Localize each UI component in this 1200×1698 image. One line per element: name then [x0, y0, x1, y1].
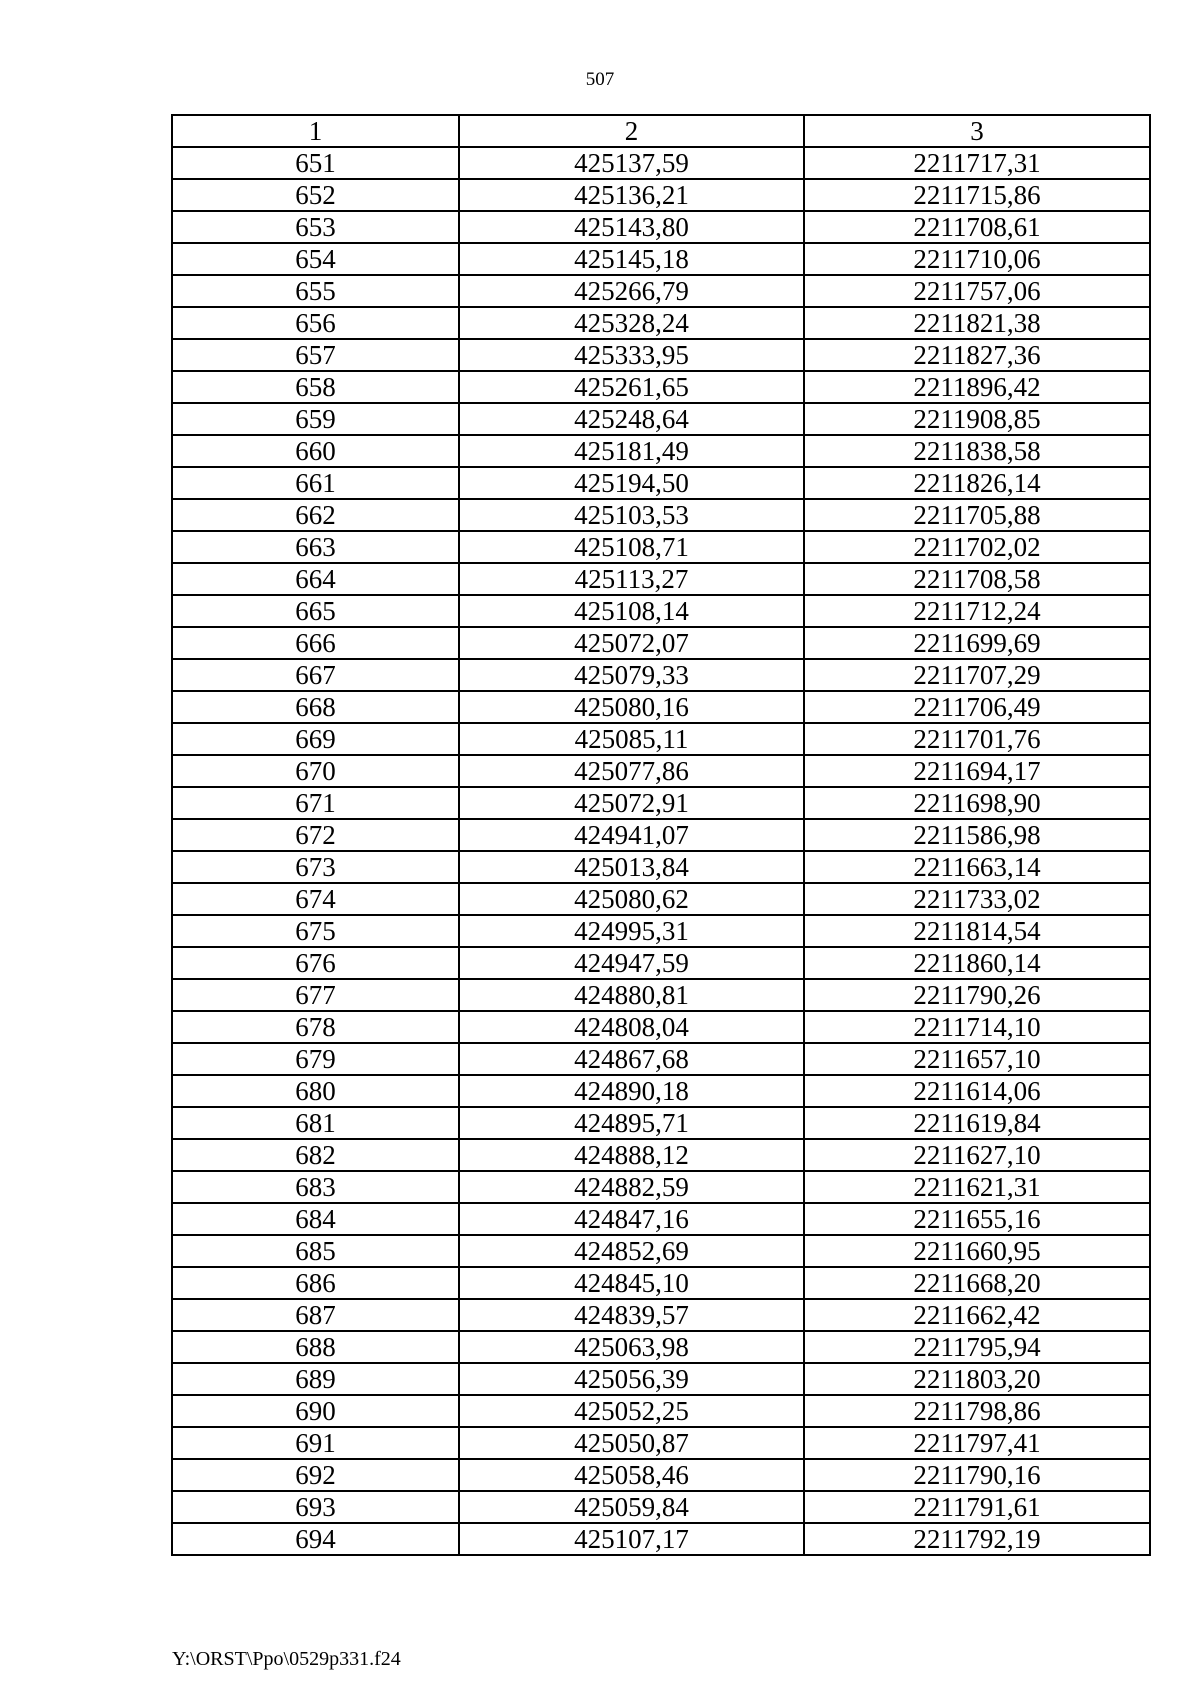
table-cell-col3: 2211790,16	[804, 1459, 1150, 1491]
table-row	[172, 787, 1150, 819]
table-cell-col2: 425108,14	[459, 595, 804, 627]
table-row	[172, 563, 1150, 595]
table-cell-col2: 425080,16	[459, 691, 804, 723]
table-row	[172, 1235, 1150, 1267]
table-cell-col3: 2211710,06	[804, 243, 1150, 275]
footer-file-path: Y:\ORST\Ppo\0529p331.f24	[172, 1648, 401, 1670]
table-cell-col2: 424890,18	[459, 1075, 804, 1107]
table-cell-col3: 2211757,06	[804, 275, 1150, 307]
table-cell-col3: 2211668,20	[804, 1267, 1150, 1299]
table-cell-col1: 669	[172, 723, 459, 755]
table-row	[172, 915, 1150, 947]
table-cell-col2: 424845,10	[459, 1267, 804, 1299]
table-cell-col2: 425059,84	[459, 1491, 804, 1523]
table-row	[172, 275, 1150, 307]
table-row	[172, 531, 1150, 563]
table-row	[172, 1011, 1150, 1043]
coordinates-table	[171, 114, 1151, 1556]
table-cell-col1: 690	[172, 1395, 459, 1427]
table-cell-col1: 688	[172, 1331, 459, 1363]
table-cell-col1: 687	[172, 1299, 459, 1331]
table-row	[172, 1363, 1150, 1395]
table-row	[172, 883, 1150, 915]
table-row	[172, 1459, 1150, 1491]
table-cell-col3: 2211790,26	[804, 979, 1150, 1011]
table-cell-col3: 2211627,10	[804, 1139, 1150, 1171]
table-cell-col2: 425050,87	[459, 1427, 804, 1459]
table-cell-col2: 425113,27	[459, 563, 804, 595]
table-cell-col1: 694	[172, 1523, 459, 1555]
table-row	[172, 307, 1150, 339]
table-cell-col1: 677	[172, 979, 459, 1011]
table-cell-col3: 2211657,10	[804, 1043, 1150, 1075]
table-cell-col3: 2211698,90	[804, 787, 1150, 819]
table-row	[172, 1139, 1150, 1171]
table-cell-col1: 686	[172, 1267, 459, 1299]
table-row	[172, 467, 1150, 499]
table-cell-col2: 425080,62	[459, 883, 804, 915]
table-cell-col2: 425136,21	[459, 179, 804, 211]
table-cell-col1: 656	[172, 307, 459, 339]
table-row	[172, 979, 1150, 1011]
table-row	[172, 627, 1150, 659]
table-cell-col3: 2211701,76	[804, 723, 1150, 755]
table-cell-col2: 424947,59	[459, 947, 804, 979]
table-cell-col1: 681	[172, 1107, 459, 1139]
table-cell-col2: 424880,81	[459, 979, 804, 1011]
header-cell-col2: 2	[459, 115, 804, 147]
table-cell-col3: 2211896,42	[804, 371, 1150, 403]
table-cell-col3: 2211699,69	[804, 627, 1150, 659]
table-cell-col1: 663	[172, 531, 459, 563]
table-cell-col2: 424808,04	[459, 1011, 804, 1043]
table-cell-col1: 671	[172, 787, 459, 819]
table-cell-col1: 684	[172, 1203, 459, 1235]
table-cell-col2: 425077,86	[459, 755, 804, 787]
table-cell-col2: 425063,98	[459, 1331, 804, 1363]
table-cell-col3: 2211715,86	[804, 179, 1150, 211]
table-row	[172, 211, 1150, 243]
table-row	[172, 1107, 1150, 1139]
table-cell-col1: 654	[172, 243, 459, 275]
table-row	[172, 1427, 1150, 1459]
table-cell-col3: 2211619,84	[804, 1107, 1150, 1139]
table-cell-col3: 2211655,16	[804, 1203, 1150, 1235]
table-row	[172, 1523, 1150, 1555]
table-row	[172, 1267, 1150, 1299]
table-row	[172, 723, 1150, 755]
table-cell-col2: 425103,53	[459, 499, 804, 531]
table-cell-col3: 2211838,58	[804, 435, 1150, 467]
table-cell-col3: 2211798,86	[804, 1395, 1150, 1427]
table-header	[172, 115, 1150, 147]
table-cell-col1: 673	[172, 851, 459, 883]
table-cell-col3: 2211614,06	[804, 1075, 1150, 1107]
table-row	[172, 243, 1150, 275]
table-row	[172, 499, 1150, 531]
table-cell-col1: 658	[172, 371, 459, 403]
table-cell-col2: 425013,84	[459, 851, 804, 883]
table-cell-col2: 425248,64	[459, 403, 804, 435]
table-cell-col1: 665	[172, 595, 459, 627]
table-row	[172, 595, 1150, 627]
table-cell-col2: 425194,50	[459, 467, 804, 499]
table-cell-col2: 425261,65	[459, 371, 804, 403]
table-body	[172, 147, 1150, 1555]
table-cell-col2: 425181,49	[459, 435, 804, 467]
table-row	[172, 1395, 1150, 1427]
table-cell-col1: 664	[172, 563, 459, 595]
table-cell-col3: 2211792,19	[804, 1523, 1150, 1555]
table-cell-col3: 2211702,02	[804, 531, 1150, 563]
table-cell-col1: 674	[172, 883, 459, 915]
table-cell-col2: 424882,59	[459, 1171, 804, 1203]
table-cell-col3: 2211821,38	[804, 307, 1150, 339]
table-cell-col2: 424839,57	[459, 1299, 804, 1331]
table-cell-col2: 425052,25	[459, 1395, 804, 1427]
table-cell-col1: 655	[172, 275, 459, 307]
table-cell-col2: 424888,12	[459, 1139, 804, 1171]
table-cell-col3: 2211660,95	[804, 1235, 1150, 1267]
table-cell-col1: 685	[172, 1235, 459, 1267]
table-cell-col1: 653	[172, 211, 459, 243]
table-cell-col3: 2211705,88	[804, 499, 1150, 531]
table-cell-col1: 667	[172, 659, 459, 691]
table-cell-col3: 2211797,41	[804, 1427, 1150, 1459]
table-row	[172, 1171, 1150, 1203]
table-cell-col3: 2211908,85	[804, 403, 1150, 435]
table-row	[172, 339, 1150, 371]
table-cell-col3: 2211795,94	[804, 1331, 1150, 1363]
table-cell-col3: 2211717,31	[804, 147, 1150, 179]
table-cell-col1: 680	[172, 1075, 459, 1107]
table-cell-col1: 668	[172, 691, 459, 723]
table-cell-col2: 425072,07	[459, 627, 804, 659]
table-cell-col2: 425137,59	[459, 147, 804, 179]
table-row	[172, 1491, 1150, 1523]
table-row	[172, 1075, 1150, 1107]
table-cell-col1: 660	[172, 435, 459, 467]
table-cell-col1: 661	[172, 467, 459, 499]
table-cell-col1: 679	[172, 1043, 459, 1075]
table-cell-col1: 682	[172, 1139, 459, 1171]
table-row	[172, 947, 1150, 979]
table-row	[172, 371, 1150, 403]
header-cell-col1: 1	[172, 115, 459, 147]
table-cell-col2: 425266,79	[459, 275, 804, 307]
table-cell-col2: 425143,80	[459, 211, 804, 243]
header-cell-col3: 3	[804, 115, 1150, 147]
table-row	[172, 851, 1150, 883]
table-cell-col1: 689	[172, 1363, 459, 1395]
table-cell-col3: 2211826,14	[804, 467, 1150, 499]
table-cell-col3: 2211803,20	[804, 1363, 1150, 1395]
table-cell-col1: 691	[172, 1427, 459, 1459]
table-cell-col2: 425085,11	[459, 723, 804, 755]
table-cell-col3: 2211708,58	[804, 563, 1150, 595]
table-cell-col1: 652	[172, 179, 459, 211]
table-row	[172, 179, 1150, 211]
table-cell-col2: 425056,39	[459, 1363, 804, 1395]
table-header-row	[172, 115, 1150, 147]
table-cell-col3: 2211621,31	[804, 1171, 1150, 1203]
table-cell-col1: 657	[172, 339, 459, 371]
table-row	[172, 403, 1150, 435]
table-cell-col3: 2211662,42	[804, 1299, 1150, 1331]
table-cell-col2: 425079,33	[459, 659, 804, 691]
table-cell-col1: 666	[172, 627, 459, 659]
table-cell-col3: 2211860,14	[804, 947, 1150, 979]
page-number: 507	[585, 69, 615, 90]
table-cell-col3: 2211663,14	[804, 851, 1150, 883]
table-row	[172, 1299, 1150, 1331]
table-cell-col1: 675	[172, 915, 459, 947]
table-cell-col1: 692	[172, 1459, 459, 1491]
table-cell-col2: 424941,07	[459, 819, 804, 851]
table-cell-col3: 2211694,17	[804, 755, 1150, 787]
table-cell-col2: 425145,18	[459, 243, 804, 275]
table-row	[172, 659, 1150, 691]
table-cell-col2: 424847,16	[459, 1203, 804, 1235]
table-cell-col2: 424995,31	[459, 915, 804, 947]
table-cell-col2: 425107,17	[459, 1523, 804, 1555]
table-cell-col3: 2211712,24	[804, 595, 1150, 627]
table-cell-col2: 425058,46	[459, 1459, 804, 1491]
table-cell-col1: 662	[172, 499, 459, 531]
table-cell-col3: 2211827,36	[804, 339, 1150, 371]
table-cell-col2: 425328,24	[459, 307, 804, 339]
table-cell-col1: 678	[172, 1011, 459, 1043]
table-row	[172, 819, 1150, 851]
table-cell-col3: 2211814,54	[804, 915, 1150, 947]
table-cell-col1: 683	[172, 1171, 459, 1203]
table-cell-col3: 2211586,98	[804, 819, 1150, 851]
table-cell-col3: 2211707,29	[804, 659, 1150, 691]
table-cell-col1: 670	[172, 755, 459, 787]
table-cell-col1: 693	[172, 1491, 459, 1523]
table-cell-col2: 424852,69	[459, 1235, 804, 1267]
table-cell-col2: 425072,91	[459, 787, 804, 819]
table-cell-col2: 425333,95	[459, 339, 804, 371]
table-row	[172, 1043, 1150, 1075]
table-row	[172, 147, 1150, 179]
table-row	[172, 755, 1150, 787]
table-cell-col2: 424867,68	[459, 1043, 804, 1075]
table-cell-col3: 2211706,49	[804, 691, 1150, 723]
table-cell-col3: 2211714,10	[804, 1011, 1150, 1043]
table-cell-col3: 2211708,61	[804, 211, 1150, 243]
table-cell-col1: 676	[172, 947, 459, 979]
table-cell-col2: 425108,71	[459, 531, 804, 563]
table-row	[172, 1203, 1150, 1235]
table-cell-col3: 2211791,61	[804, 1491, 1150, 1523]
table-row	[172, 1331, 1150, 1363]
table-cell-col2: 424895,71	[459, 1107, 804, 1139]
table-row	[172, 435, 1150, 467]
table-cell-col1: 651	[172, 147, 459, 179]
table-cell-col1: 659	[172, 403, 459, 435]
table-cell-col1: 672	[172, 819, 459, 851]
table-row	[172, 691, 1150, 723]
table-cell-col3: 2211733,02	[804, 883, 1150, 915]
